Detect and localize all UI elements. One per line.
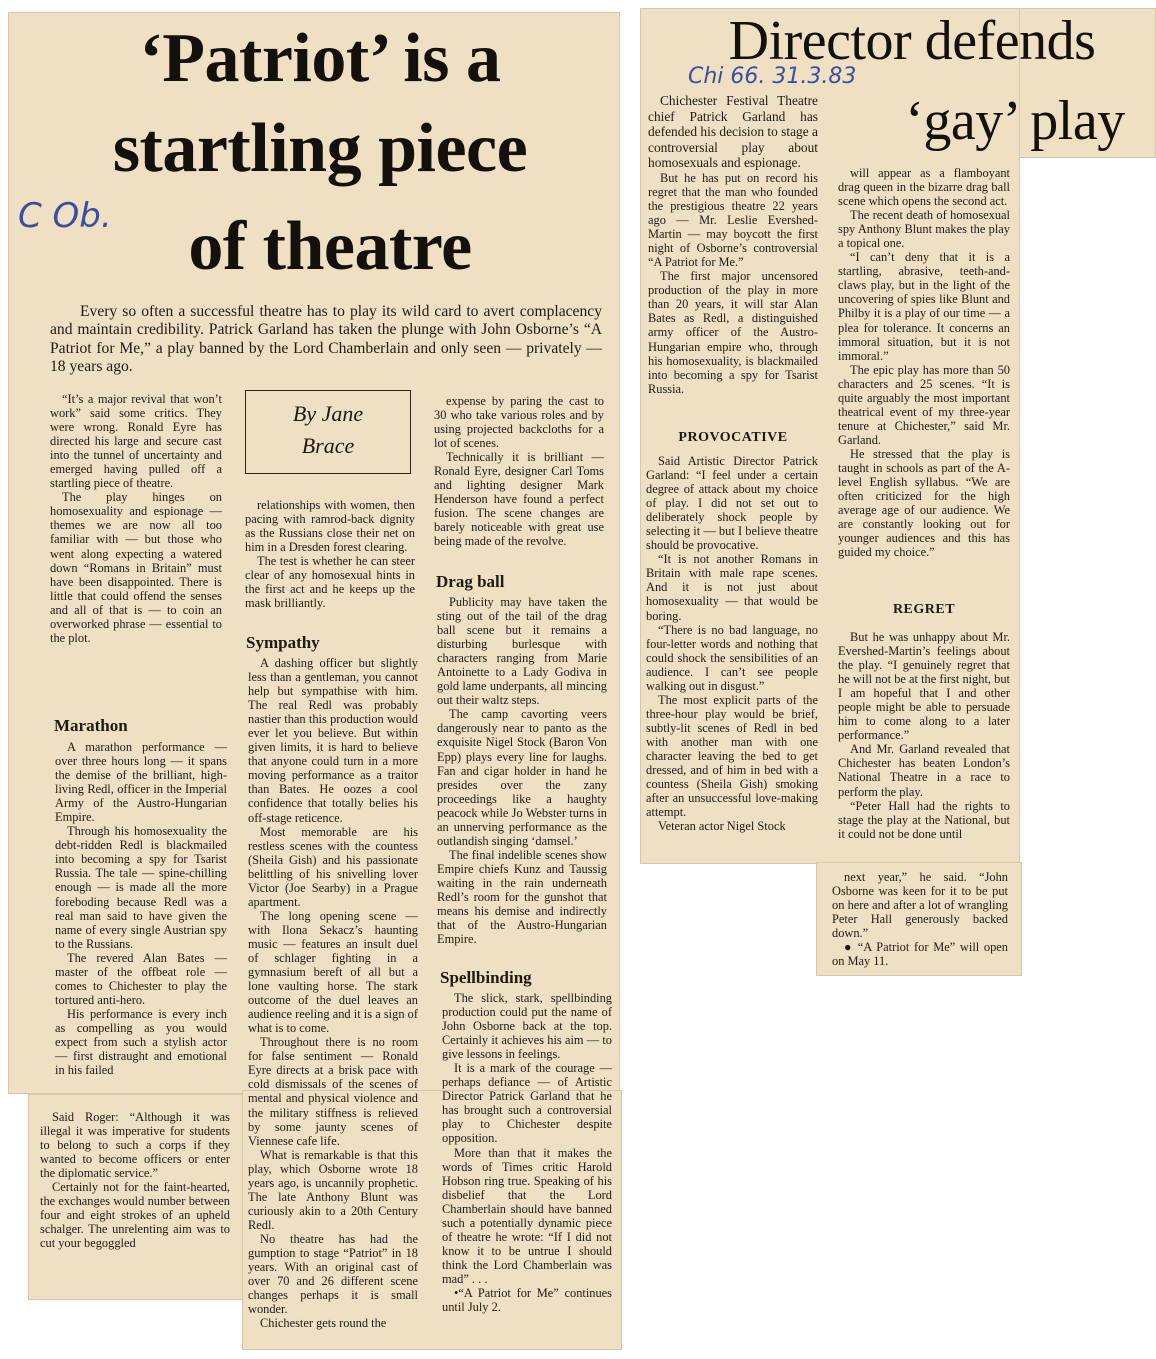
paragraph: •“A Patriot for Me” continues until July 2. bbox=[442, 1285, 612, 1315]
subhead-provocative: PROVOCATIVE bbox=[678, 430, 788, 445]
paragraph: The slick, stark, spellbinding production could put the name of John Osborne back at the top. Certainly it achieves his aim — to give lessons in feelings. bbox=[442, 991, 612, 1062]
paragraph: But he has put on record his regret that the man who founded the prestigious theatre 22 years ago — Mr. Leslie Evershed-Martin — may boycott the first night of Osborne’s controversial “A Patriot for Me.” bbox=[648, 170, 818, 270]
subhead-marathon: Marathon bbox=[54, 716, 128, 735]
paragraph: Said Artistic Director Patrick Garland: “I feel under a certain degree of attack about my choice of play. I did not set out to deliberately shock people by selecting it — but I believe theatre should be provocative. bbox=[646, 454, 818, 553]
subhead-sympathy: Sympathy bbox=[246, 633, 320, 652]
left-col3-b bbox=[437, 595, 607, 946]
left-col3-a bbox=[434, 394, 604, 549]
paragraph: A dashing officer but slightly less than a gentleman, you cannot help but sympathise with him. The real Redl was probably nastier than this production would ever let you believe. But within given limits, it is hard to believe that anyone could turn in a more moving performance as a traitor than Bates. He oozes a cool confidence that totally belies his off-stage reticence. bbox=[248, 656, 418, 825]
paragraph: “I can’t deny that it is a startling, abrasive, teeth-and-claws play, but in the light of the uncovering of spies like Blunt and Philby it is a play of our time — a plea for tolerance. It concerns an immoral situation, but it is not immoral.” bbox=[838, 250, 1010, 363]
paragraph: Veteran actor Nigel Stock bbox=[658, 819, 786, 834]
paragraph: will appear as a flamboyant drag queen in the bizarre drag ball scene which opens the second act. bbox=[838, 166, 1010, 209]
paragraph: Publicity may have taken the sting out of the tail of the drag ball scene but it remains a disturbing burlesque with characters ranging from Marie Antoinette to a Lady Godiva in gold lame underpants, all mincing out their waltz steps. bbox=[437, 595, 607, 708]
paragraph: The recent death of homosexual spy Anthony Blunt makes the play a topical one. bbox=[838, 208, 1010, 251]
paragraph: And Mr. Garland revealed that Chichester has beaten London’s National Theatre in a race to perform the play. bbox=[838, 742, 1010, 799]
paragraph: A marathon performance — over three hours long — it spans the demise of the brilliant, high-living Redl, officer in the Imperial Army of the Austro-Hungarian Empire. bbox=[55, 740, 227, 825]
paragraph: Most memorable are his restless scenes with the countess (Sheila Gish) and his passionate belittling of his snivelling lover Victor (Joe Searby) in a Prague apartment. bbox=[248, 824, 418, 909]
paragraph: “It is not another Romans in Britain with male rape scenes. And it is not just about homosexuality — that would be boring. bbox=[646, 552, 818, 623]
paragraph: But he was unhappy about Mr. Evershed-Martin’s feelings about the play. “I genuinely regret that he will not be at the first night, but I am hopeful that I and other people might be able to persuade him to come along to a later performance.” bbox=[838, 630, 1010, 743]
right-col1-a bbox=[648, 93, 818, 396]
paragraph: Throughout there is no room for false sentiment — Ronald Eyre directs at a brisk pace with cold dismissals of the scenes of mental and physical violence and the military stiffness is relieved by some jaunty scenes of Viennese cafe life. bbox=[248, 1035, 418, 1148]
subhead-drag-ball: Drag ball bbox=[436, 572, 505, 591]
paragraph: His performance is every inch as compelling as you would expect from such a stylish actor — first distraught and emotional in his failed bbox=[55, 1006, 227, 1078]
paragraph: The test is whether he can steer clear of any homosexual hints in the first act and he keeps up the mask brilliantly. bbox=[245, 554, 415, 611]
right-col1-b bbox=[646, 454, 818, 833]
left-col1-b bbox=[55, 740, 227, 1077]
paragraph: next year,” he said. “John Osborne was keen for it to be put on here and after a lot of wrangling Peter Hall generously backed down.” bbox=[832, 870, 1008, 941]
left-col2-b bbox=[248, 656, 418, 1330]
left-headline-line3: of theatre bbox=[188, 208, 472, 285]
byline-name: Brace bbox=[301, 433, 355, 458]
left-headline-line2: startling piece bbox=[112, 110, 528, 187]
right-headline-line1: Director defends bbox=[728, 10, 1096, 72]
paragraph: The most explicit parts of the three-hour play would be brief, subtly-lit scenes of Redl in bed with another man with one character leaving the bed to get dressed, and of him in bed with a countess (Sheila Gish) smoking after an unsuccessful love-making attempt. bbox=[646, 692, 818, 820]
subhead-regret: REGRET bbox=[892, 602, 956, 617]
paragraph: He stressed that the play is taught in schools as part of the A-level English syllabus. “We are often criticized for the high average age of our audience. We are constantly looking out for younger audiences and this has guided my choice.” bbox=[838, 446, 1010, 560]
paragraph: The long opening scene — with Ilona Sekacz’s haunting music — features an insult duel of schlager fighting in a gymnasium bereft of all but a lone vaulting horse. The stark outcome of the duel leaves an audience reeling and it is a sign of what is to come. bbox=[248, 908, 418, 1036]
paragraph: More than that it makes the words of Times critic Harold Hobson ring true. Speaking of his disbelief that the Lord Chamberlain should have banned such a potentially dynamic piece of theatre he wrote: “If I did not know it to be untrue I should think the Lord Chamberlain was mad” . . . bbox=[442, 1145, 612, 1286]
left-col1-a bbox=[50, 392, 222, 645]
right-col2-b bbox=[838, 630, 1010, 841]
paragraph: “It’s a major revival that won’t work” said some critics. They were wrong. Ronald Eyre has directed his large and secure cast into the tunnel of uncertainty and emerged having pulled off a startling piece of theatre. bbox=[50, 392, 222, 491]
paragraph: Chichester Festival Theatre chief Patrick Garland has defended his decision to stage a controversial play about homosexuals and espionage. bbox=[648, 93, 818, 171]
paragraph: The final indelible scenes show Empire chiefs Kunz and Taussig waiting in the rain underneath Redl’s room for the gunshot that means his demise and indirectly that of the Austro-Hungarian Empire. bbox=[437, 847, 607, 947]
paragraph: “Peter Hall had the rights to stage the play at the National, but it could not be done until bbox=[838, 798, 1010, 841]
left-handwritten-note: C Ob. bbox=[18, 196, 112, 236]
paragraph: Said Roger: “Although it was illegal it was imperative for students to belong to such a corps if they wanted to become officers or enter the diplomatic service.” bbox=[40, 1110, 230, 1181]
paragraph: The revered Alan Bates — master of the offbeat role — comes to Chichester to play the tortured anti-hero. bbox=[55, 950, 227, 1007]
subhead-spellbinding: Spellbinding bbox=[440, 968, 532, 987]
byline-box bbox=[245, 390, 411, 474]
left-col1-c bbox=[40, 1110, 230, 1250]
paragraph: Chichester gets round the bbox=[260, 1316, 387, 1331]
paragraph: Technically it is brilliant — Ronald Eyre, designer Carl Toms and lighting designer Mark Henderson have found a perfect fusion. The scene changes are barely noticeable with great use being made of the revolve. bbox=[434, 450, 604, 549]
left-headline-line1: ‘Patriot’ is a bbox=[139, 20, 501, 97]
left-col2-a bbox=[245, 498, 415, 610]
right-handwritten-note: Chi 66. 31.3.83 bbox=[688, 64, 857, 89]
paragraph: No theatre has had the gumption to stage “Patriot” in 18 years. With an original cast of over 70 and 26 different scene changes perhaps it is small wonder. bbox=[248, 1231, 418, 1317]
left-intro: Every so often a successful theatre has to play its wild card to avert complacency and maintain credibility. Patrick Garland has taken the plunge with John Osborne’s “A Patriot for Me,” a play banned by the Lord Chamberlain and only seen — privately — 18 years ago. bbox=[50, 303, 602, 376]
right-headline-line2: ‘gay’ play bbox=[905, 90, 1125, 152]
paragraph: expense by paring the cast to 30 who take various roles and by using projected backcloths for a lot of scenes. bbox=[434, 394, 604, 451]
paragraph: It is a mark of the courage — perhaps defiance — of Artistic Director Patrick Garland that he has brought such a controversial play to Chichester despite opposition. bbox=[442, 1061, 612, 1146]
paragraph: relationships with women, then pacing with ramrod-back dignity as the Russians close their net on him in a Dresden forest clearing. bbox=[245, 498, 415, 555]
paragraph: The epic play has more than 50 characters and 25 scenes. “It is quite arguably the most important theatrical event of my three-year tenure at Chichester,” said Mr. Garland. bbox=[838, 362, 1010, 447]
paragraph: ● “A Patriot for Me” will open on May 11. bbox=[832, 940, 1008, 969]
left-col3-c bbox=[442, 991, 612, 1314]
paragraph: The play hinges on homosexuality and espionage — themes we are now all too familiar with — but those who went along expecting a watered down “Romans in Britain” must have been disappointed. There is little that could offend the senses and all of that is — to coin an overworked phrase — essential to the plot. bbox=[50, 490, 222, 645]
paragraph: What is remarkable is that this play, which Osborne wrote 18 years ago, is uncannily prophetic. The late Anthony Blunt was curiously akin to a 20th Century Redl. bbox=[248, 1147, 418, 1232]
paragraph: “There is no bad language, no four-letter words and nothing that could shock the sensibilities of an audience. I can’t see people walking out in disgust.” bbox=[646, 622, 818, 693]
right-col2-a bbox=[838, 166, 1010, 559]
paragraph: Through his homosexuality the debt-ridden Redl is blackmailed into becoming a spy for Tsarist Russia. The tale — spine-chilling enough — is made all the more foreboding because Redl was a real man said to have given the name of every single Austrian spy to the Russians. bbox=[55, 824, 227, 951]
paragraph: Certainly not for the faint-hearted, the exchanges would number between four and eight strokes of an upheld schalger. The unrelenting aim was to cut your begoggled bbox=[40, 1180, 230, 1251]
paragraph: The camp cavorting veers dangerously near to panto as the exquisite Nigel Stock (Baron Von Epp) plays every line for laughs. Fan and cigar holder in hand he presides over the zany proceedings like a haughty peacock while Jo Webster turns in an unnerving performance as the outlandish singing ‘damsel.’ bbox=[437, 707, 607, 848]
right-col2-c bbox=[832, 870, 1008, 968]
byline-by: By Jane bbox=[292, 401, 364, 426]
paragraph: The first major uncensored production of the play in more than 20 years, it will star Alan Bates as Redl, a distinguished army officer of the Austro-Hungarian empire who, through his homosexuality, is blackmailed into becoming a spy for Tsarist Russia. bbox=[648, 269, 818, 396]
